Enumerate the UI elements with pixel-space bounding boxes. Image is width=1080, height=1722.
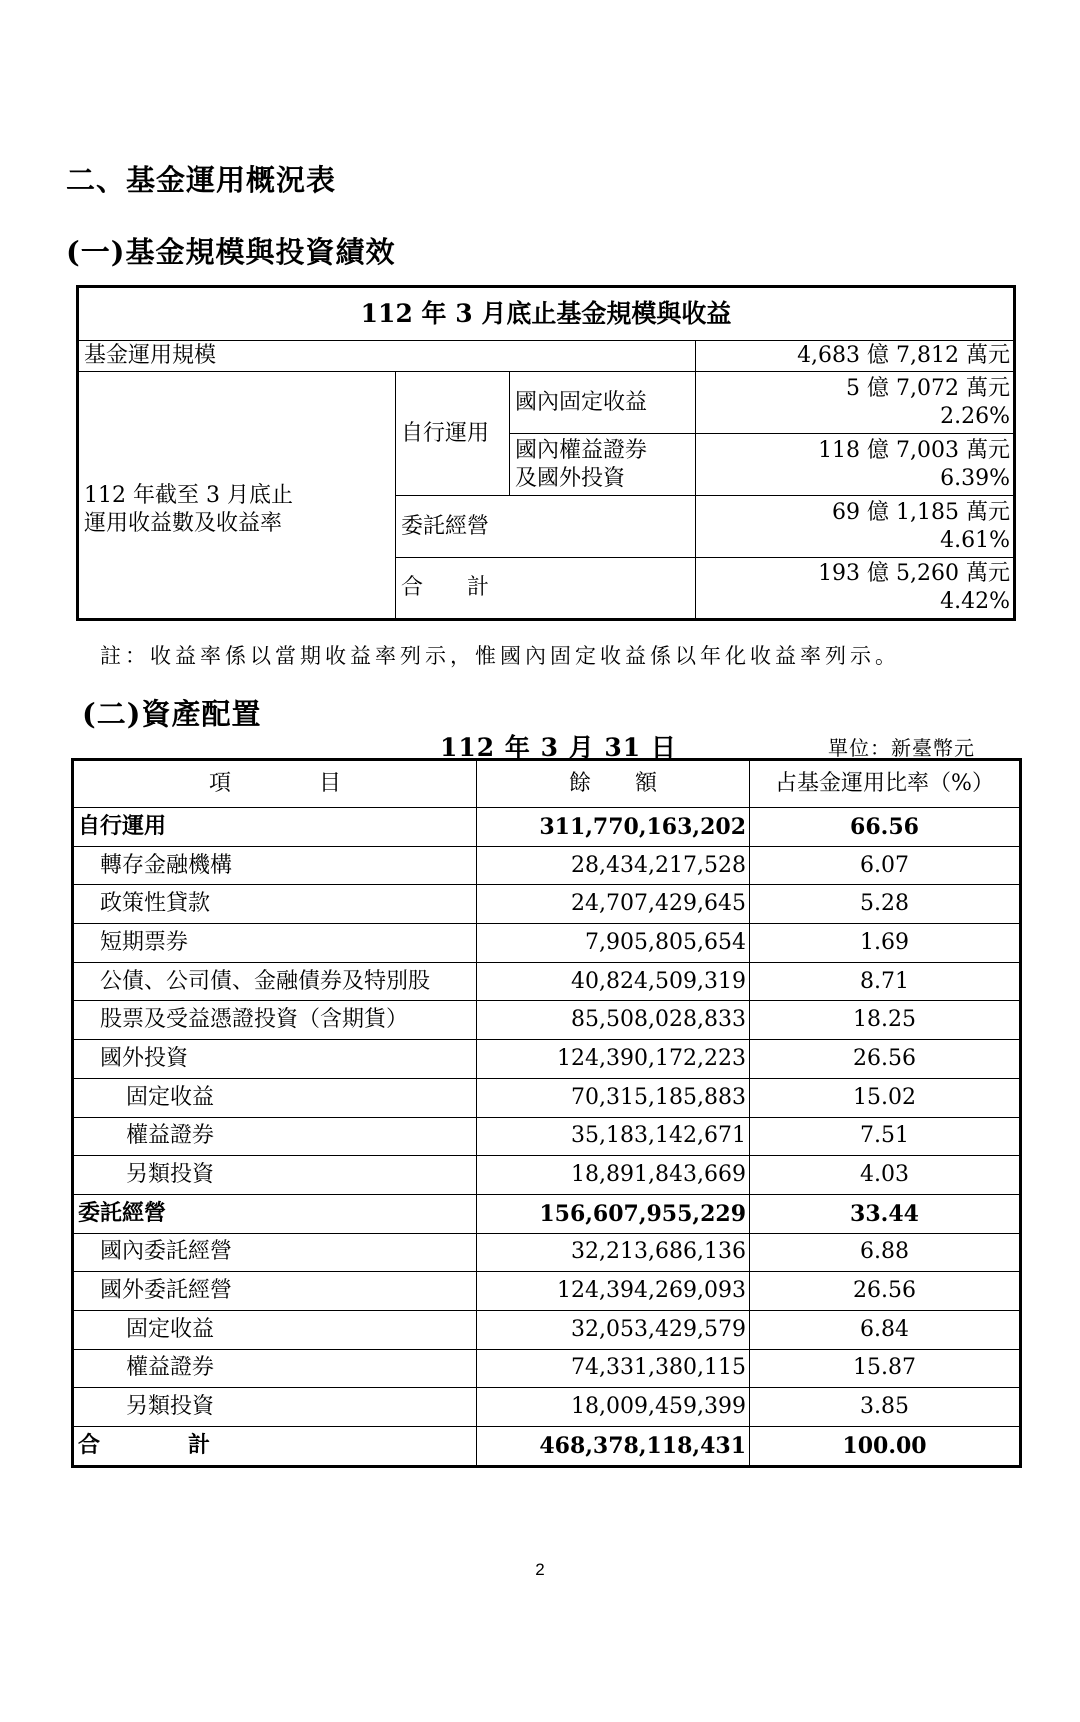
table-row — [73, 1233, 1021, 1272]
header-amount: 餘 額 — [477, 760, 750, 808]
row-item: 權益證券 — [73, 1349, 477, 1388]
table-row — [73, 924, 1021, 963]
self-managed-label: 自行運用 — [396, 372, 510, 496]
row-item: 另類投資 — [73, 1388, 477, 1427]
table-row — [73, 1040, 1021, 1079]
row-ratio: 5.28 — [750, 885, 1021, 924]
entrusted-label: 委託經營 — [396, 496, 696, 558]
row-ratio: 6.07 — [750, 846, 1021, 885]
row-ratio: 33.44 — [750, 1194, 1021, 1233]
row-amount: 124,394,269,093 — [477, 1272, 750, 1311]
report-date: 112 年 3 月 31 日 — [440, 733, 677, 762]
page-number: 2 — [535, 1560, 545, 1579]
row-ratio: 100.00 — [750, 1427, 1021, 1467]
income-label: 112 年截至 3 月底止 運用收益數及收益率 — [78, 372, 396, 620]
row-item: 委託經營 — [73, 1194, 477, 1233]
table-row — [73, 1349, 1021, 1388]
row-ratio: 26.56 — [750, 1040, 1021, 1079]
row-item: 固定收益 — [73, 1310, 477, 1349]
section-title-scale-performance: (一)基金規模與投資績效 — [66, 235, 396, 269]
row-ratio: 7.51 — [750, 1117, 1021, 1156]
row-ratio: 1.69 — [750, 924, 1021, 963]
table-row — [73, 1117, 1021, 1156]
table-row — [73, 1310, 1021, 1349]
total-value — [696, 558, 1015, 620]
row-amount: 18,009,459,399 — [477, 1388, 750, 1427]
row-ratio: 8.71 — [750, 962, 1021, 1001]
row-amount: 28,434,217,528 — [477, 846, 750, 885]
row-item: 政策性貸款 — [73, 885, 477, 924]
table-row-total — [73, 1427, 1021, 1467]
row-amount: 468,378,118,431 — [477, 1427, 750, 1467]
entrusted-value — [696, 496, 1015, 558]
table-row — [73, 1388, 1021, 1427]
total-rate: 4.42% — [940, 589, 1011, 614]
entrusted-rate: 4.61% — [940, 527, 1011, 553]
row-ratio: 3.85 — [750, 1388, 1021, 1427]
table-row — [73, 962, 1021, 1001]
row-amount: 35,183,142,671 — [477, 1117, 750, 1156]
row-item: 國內委託經營 — [73, 1233, 477, 1272]
row-ratio: 6.84 — [750, 1310, 1021, 1349]
row-item: 國外投資 — [73, 1040, 477, 1079]
domestic-fixed-income-value — [696, 372, 1015, 434]
row-amount: 7,905,805,654 — [477, 924, 750, 963]
header-item: 項 目 — [73, 760, 477, 808]
equity-foreign-label: 國內權益證券 及國外投資 — [510, 434, 696, 496]
row-item: 另類投資 — [73, 1156, 477, 1195]
row-item: 合 計 — [73, 1427, 477, 1467]
row-item: 國外委託經營 — [73, 1272, 477, 1311]
row-ratio: 66.56 — [750, 808, 1021, 847]
row-ratio: 4.03 — [750, 1156, 1021, 1195]
row-amount: 156,607,955,229 — [477, 1194, 750, 1233]
total-amount: 193 億 5,260 萬元 — [818, 561, 1011, 586]
section-title-asset-allocation: (二)資產配置 — [82, 697, 262, 731]
row-amount: 70,315,185,883 — [477, 1078, 750, 1117]
entrusted-amount: 69 億 1,185 萬元 — [832, 499, 1011, 525]
equity-foreign-amount: 118 億 7,003 萬元 — [818, 437, 1011, 463]
row-ratio: 18.25 — [750, 1001, 1021, 1040]
row-amount: 32,213,686,136 — [477, 1233, 750, 1272]
row-amount: 24,707,429,645 — [477, 885, 750, 924]
row-ratio: 26.56 — [750, 1272, 1021, 1311]
domestic-fixed-income-rate: 2.26% — [940, 403, 1011, 429]
row-item: 固定收益 — [73, 1078, 477, 1117]
equity-foreign-value — [696, 434, 1015, 496]
table-row — [73, 846, 1021, 885]
row-item: 自行運用 — [73, 808, 477, 847]
row-amount: 74,331,380,115 — [477, 1349, 750, 1388]
domestic-fixed-income-label: 國內固定收益 — [510, 372, 696, 434]
header-ratio: 占基金運用比率（%） — [750, 760, 1021, 808]
row-amount: 311,770,163,202 — [477, 808, 750, 847]
row-amount: 85,508,028,833 — [477, 1001, 750, 1040]
fund-scale-value: 4,683 億 7,812 萬元 — [696, 341, 1015, 372]
table-row — [73, 1272, 1021, 1311]
row-item: 短期票券 — [73, 924, 477, 963]
equity-foreign-rate: 6.39% — [940, 465, 1011, 491]
row-amount: 124,390,172,223 — [477, 1040, 750, 1079]
row-amount: 32,053,429,579 — [477, 1310, 750, 1349]
row-item: 轉存金融機構 — [73, 846, 477, 885]
total-label: 合 計 — [396, 558, 696, 620]
table-row — [73, 1078, 1021, 1117]
row-amount: 40,824,509,319 — [477, 962, 750, 1001]
table-row — [73, 1194, 1021, 1233]
row-ratio: 15.87 — [750, 1349, 1021, 1388]
table-row — [73, 808, 1021, 847]
page-heading: 二、基金運用概況表 — [66, 163, 337, 197]
row-ratio: 15.02 — [750, 1078, 1021, 1117]
row-amount: 18,891,843,669 — [477, 1156, 750, 1195]
row-item: 股票及受益憑證投資（含期貨） — [73, 1001, 477, 1040]
unit-label: 單位：新臺幣元 — [828, 736, 975, 760]
domestic-fixed-income-amount: 5 億 7,072 萬元 — [846, 375, 1011, 401]
row-item: 權益證券 — [73, 1117, 477, 1156]
fund-scale-label: 基金運用規模 — [78, 341, 696, 372]
table-title: 112 年 3 月底止基金規模與收益 — [78, 287, 1015, 341]
table-row — [73, 885, 1021, 924]
asset-allocation-table — [71, 758, 1022, 1468]
row-ratio: 6.88 — [750, 1233, 1021, 1272]
table-note: 註：收益率係以當期收益率列示，惟國內固定收益係以年化收益率列示。 — [100, 644, 900, 668]
table-row — [73, 1156, 1021, 1195]
fund-scale-table — [76, 285, 1016, 621]
table-row — [73, 1001, 1021, 1040]
row-item: 公債、公司債、金融債券及特別股 — [73, 962, 477, 1001]
